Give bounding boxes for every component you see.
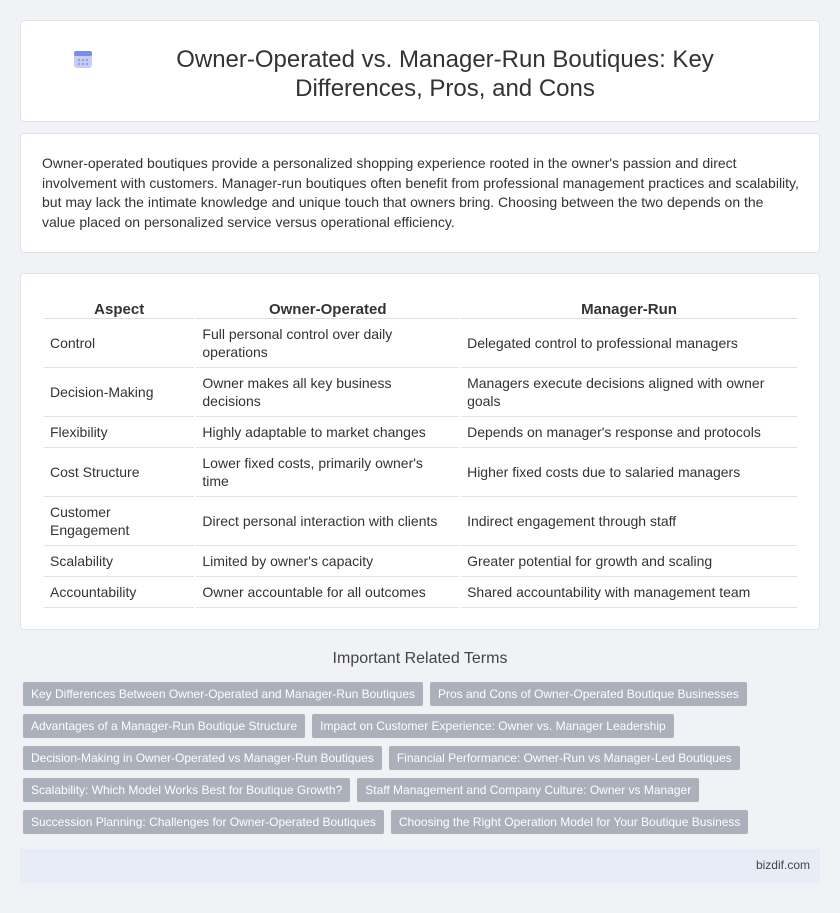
manager-cell: Depends on manager's response and protocols [461,417,797,448]
related-term-tag[interactable]: Decision-Making in Owner-Operated vs Manager-Run Boutiques [23,746,382,770]
title-card [20,20,820,122]
manager-cell: Higher fixed costs due to salaried managers [461,448,797,497]
owner-cell: Lower fixed costs, primarily owner's time [196,448,459,497]
owner-cell: Limited by owner's capacity [196,546,459,577]
manager-cell: Delegated control to professional managers [461,319,797,368]
owner-cell: Direct personal interaction with clients [196,497,459,546]
related-term-tag[interactable]: Advantages of a Manager-Run Boutique Structure [23,714,305,738]
manager-cell: Shared accountability with management team [461,577,797,608]
aspect-cell: Customer Engagement [44,497,194,546]
header-manager-run: Manager-Run [461,294,797,319]
related-term-tag[interactable]: Scalability: Which Model Works Best for Boutique Growth? [23,778,350,802]
table-row [44,448,797,497]
intro-card [20,133,820,253]
manager-cell: Managers execute decisions aligned with owner goals [461,368,797,417]
related-terms-heading: Important Related Terms [332,650,508,667]
related-term-tag[interactable]: Financial Performance: Owner-Run vs Manager-Led Boutiques [389,746,740,770]
related-term-tag[interactable]: Pros and Cons of Owner-Operated Boutique Businesses [430,682,747,706]
related-terms-list [23,682,823,842]
table-row [44,417,797,448]
related-term-tag[interactable]: Key Differences Between Owner-Operated and Manager-Run Boutiques [23,682,423,706]
owner-cell: Owner makes all key business decisions [196,368,459,417]
table-row [44,577,797,608]
aspect-cell: Scalability [44,546,194,577]
footer-bar [20,849,820,883]
comparison-table [42,294,799,608]
comparison-card [20,273,820,630]
aspect-cell: Control [44,319,194,368]
table-row [44,497,797,546]
aspect-cell: Flexibility [44,417,194,448]
related-term-tag[interactable]: Succession Planning: Challenges for Owner-Operated Boutiques [23,810,384,834]
header-owner-operated: Owner-Operated [196,294,459,319]
table-row [44,368,797,417]
owner-cell: Owner accountable for all outcomes [196,577,459,608]
manager-cell: Indirect engagement through staff [461,497,797,546]
table-row [44,546,797,577]
owner-cell: Full personal control over daily operations [196,319,459,368]
manager-cell: Greater potential for growth and scaling [461,546,797,577]
related-term-tag[interactable]: Choosing the Right Operation Model for Your Boutique Business [391,810,749,834]
owner-cell: Highly adaptable to market changes [196,417,459,448]
table-row [44,319,797,368]
intro-paragraph: Owner-operated boutiques provide a personalized shopping experience rooted in the owner's passion and direct involvement with customers. Manager-run boutiques often benefit from professional management practices and scalability, but may lack the intimate knowledge and unique touch that owners bring. Choosing between the two depends on the value placed on personalized service versus operational efficiency. [42,155,799,230]
table-header-row [44,294,797,319]
aspect-cell: Accountability [44,577,194,608]
related-term-tag[interactable]: Staff Management and Company Culture: Owner vs Manager [357,778,699,802]
header-aspect: Aspect [44,294,194,319]
page-title: Owner-Operated vs. Manager-Run Boutiques: Key Differences, Pros, and Cons [176,46,714,102]
aspect-cell: Cost Structure [44,448,194,497]
aspect-cell: Decision-Making [44,368,194,417]
related-term-tag[interactable]: Impact on Customer Experience: Owner vs. Manager Leadership [312,714,674,738]
footer-site-link[interactable]: bizdif.com [755,858,810,872]
